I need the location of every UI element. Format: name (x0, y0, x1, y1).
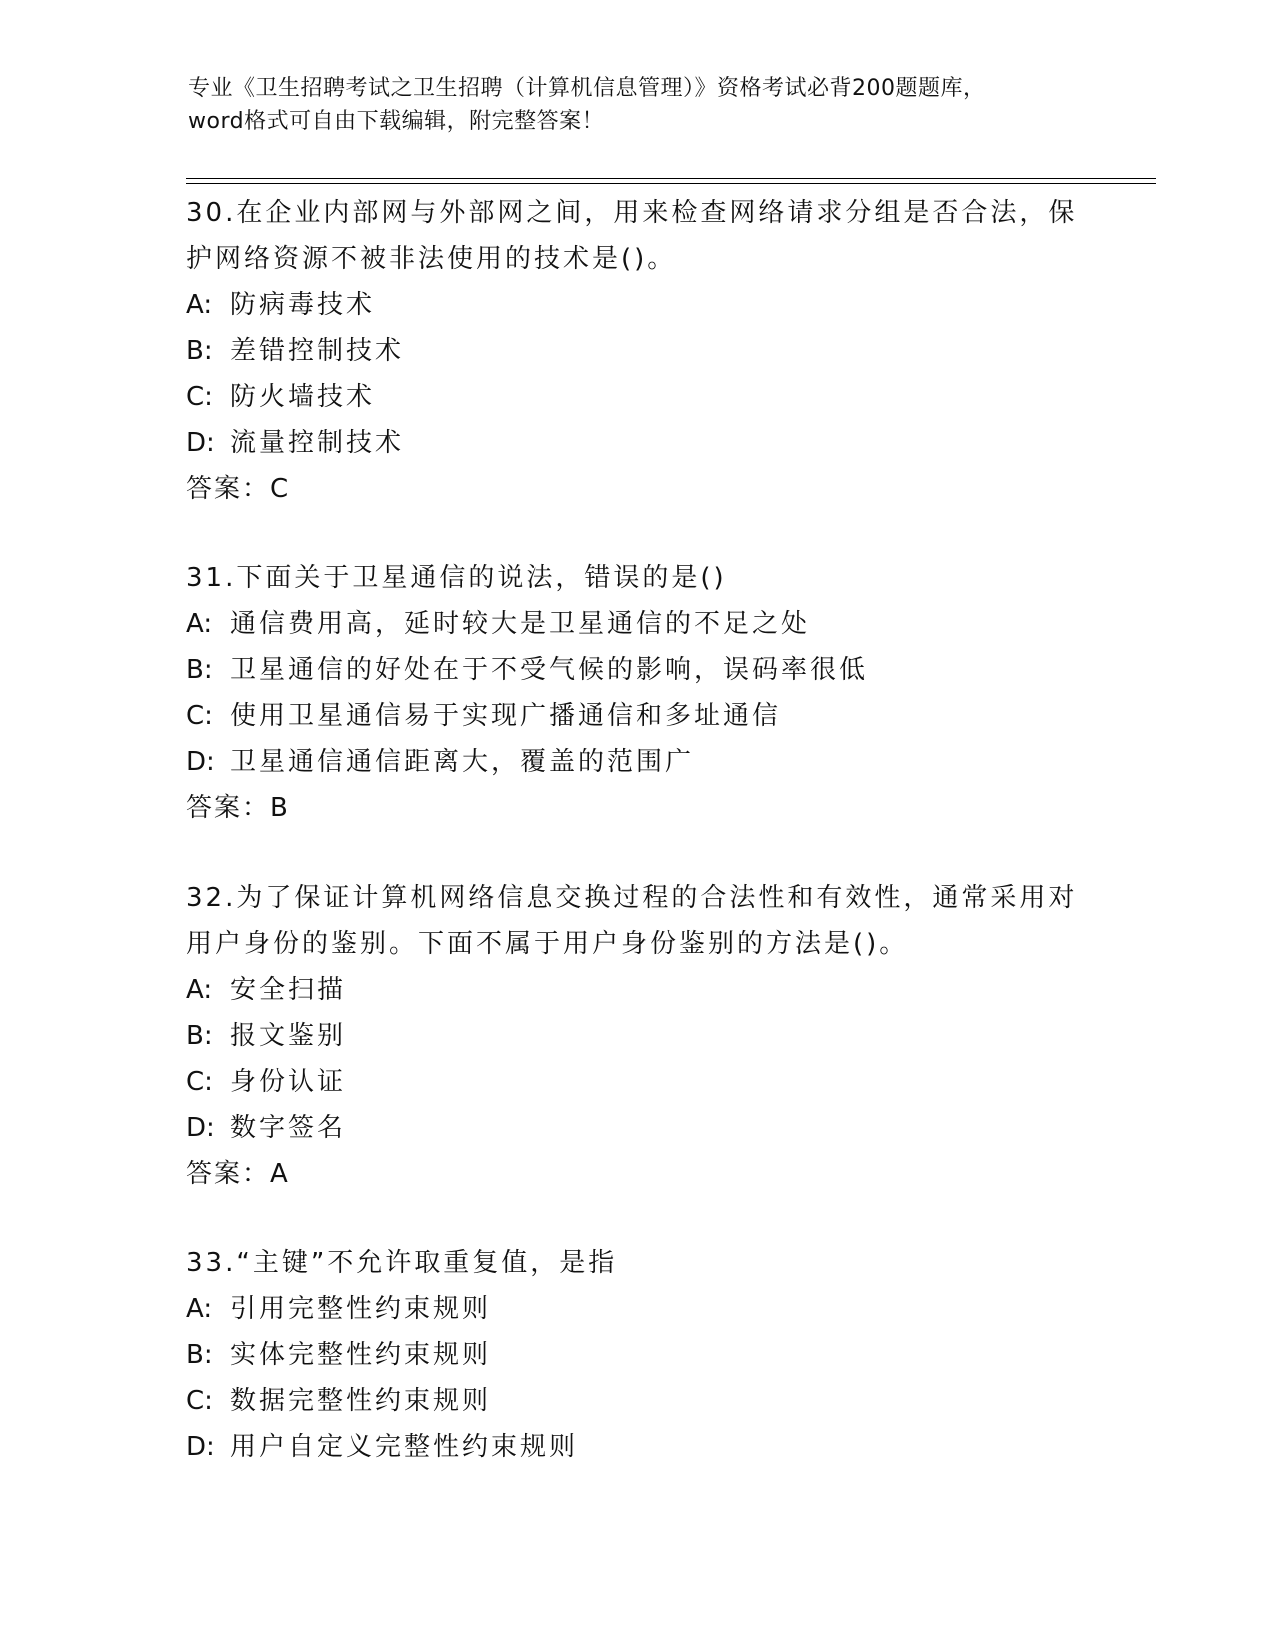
option-text: 安全扫描 (230, 975, 347, 1005)
header-divider-bottom (186, 183, 1156, 184)
option-key: D: (186, 1432, 215, 1462)
option-a (186, 967, 1086, 1013)
question-stem-line: 用户身份的鉴别。下面不属于用户身份鉴别的方法是()。 (186, 929, 909, 959)
option-key: A: (186, 1294, 213, 1324)
option-text: 数字签名 (230, 1113, 347, 1143)
question-30 (186, 190, 1086, 512)
option-a (186, 601, 1086, 647)
header-divider-top (186, 178, 1156, 179)
option-d (186, 1424, 1086, 1470)
document-header (188, 72, 1068, 138)
option-key: C: (186, 1067, 213, 1097)
answer-line: 答案：B (186, 793, 290, 823)
option-text: 防病毒技术 (230, 290, 376, 320)
option-key: A: (186, 975, 213, 1005)
option-d (186, 420, 1086, 466)
answer-line: 答案：A (186, 1159, 290, 1189)
option-key: B: (186, 1340, 213, 1370)
option-text: 数据完整性约束规则 (230, 1386, 492, 1416)
option-text: 用户自定义完整性约束规则 (230, 1432, 579, 1462)
option-key: A: (186, 609, 213, 639)
option-text: 防火墙技术 (230, 382, 376, 412)
option-b (186, 1013, 1086, 1059)
option-text: 卫星通信的好处在于不受气候的影响，误码率很低 (230, 655, 869, 685)
option-key: B: (186, 336, 213, 366)
header-line-1: 专业《卫生招聘考试之卫生招聘（计算机信息管理）》资格考试必背200题题库， (188, 76, 986, 101)
option-key: B: (186, 655, 213, 685)
option-key: C: (186, 382, 213, 412)
option-key: B: (186, 1021, 213, 1051)
option-text: 差错控制技术 (230, 336, 405, 366)
option-b (186, 328, 1086, 374)
option-key: A: (186, 290, 213, 320)
question-stem-line: 护网络资源不被非法使用的技术是()。 (186, 244, 677, 274)
header-line-2: word格式可自由下载编辑，附完整答案！ (188, 109, 605, 134)
option-c (186, 374, 1086, 420)
option-text: 实体完整性约束规则 (230, 1340, 492, 1370)
option-key: D: (186, 1113, 215, 1143)
option-c (186, 693, 1086, 739)
option-key: D: (186, 747, 215, 777)
question-stem-line: 31.下面关于卫星通信的说法，错误的是() (186, 563, 727, 593)
option-text: 卫星通信通信距离大，覆盖的范围广 (230, 747, 695, 777)
option-key: C: (186, 1386, 213, 1416)
option-text: 报文鉴别 (230, 1021, 347, 1051)
option-key: D: (186, 428, 215, 458)
option-a (186, 282, 1086, 328)
question-31 (186, 555, 1086, 831)
question-stem-line: 30.在企业内部网与外部网之间，用来检查网络请求分组是否合法，保 (186, 198, 1078, 228)
option-text: 使用卫星通信易于实现广播通信和多址通信 (230, 701, 782, 731)
option-b (186, 1332, 1086, 1378)
option-a (186, 1286, 1086, 1332)
option-d (186, 1105, 1086, 1151)
option-text: 流量控制技术 (230, 428, 405, 458)
question-32 (186, 875, 1086, 1197)
answer-line: 答案：C (186, 474, 291, 504)
question-stem-line: 32.为了保证计算机网络信息交换过程的合法性和有效性，通常采用对 (186, 883, 1078, 913)
option-b (186, 647, 1086, 693)
option-key: C: (186, 701, 213, 731)
option-c (186, 1378, 1086, 1424)
option-text: 通信费用高，延时较大是卫星通信的不足之处 (230, 609, 811, 639)
option-text: 身份认证 (230, 1067, 347, 1097)
option-text: 引用完整性约束规则 (230, 1294, 492, 1324)
question-stem-line: 33.“主键”不允许取重复值，是指 (186, 1248, 618, 1278)
question-33 (186, 1240, 1086, 1470)
option-c (186, 1059, 1086, 1105)
option-d (186, 739, 1086, 785)
